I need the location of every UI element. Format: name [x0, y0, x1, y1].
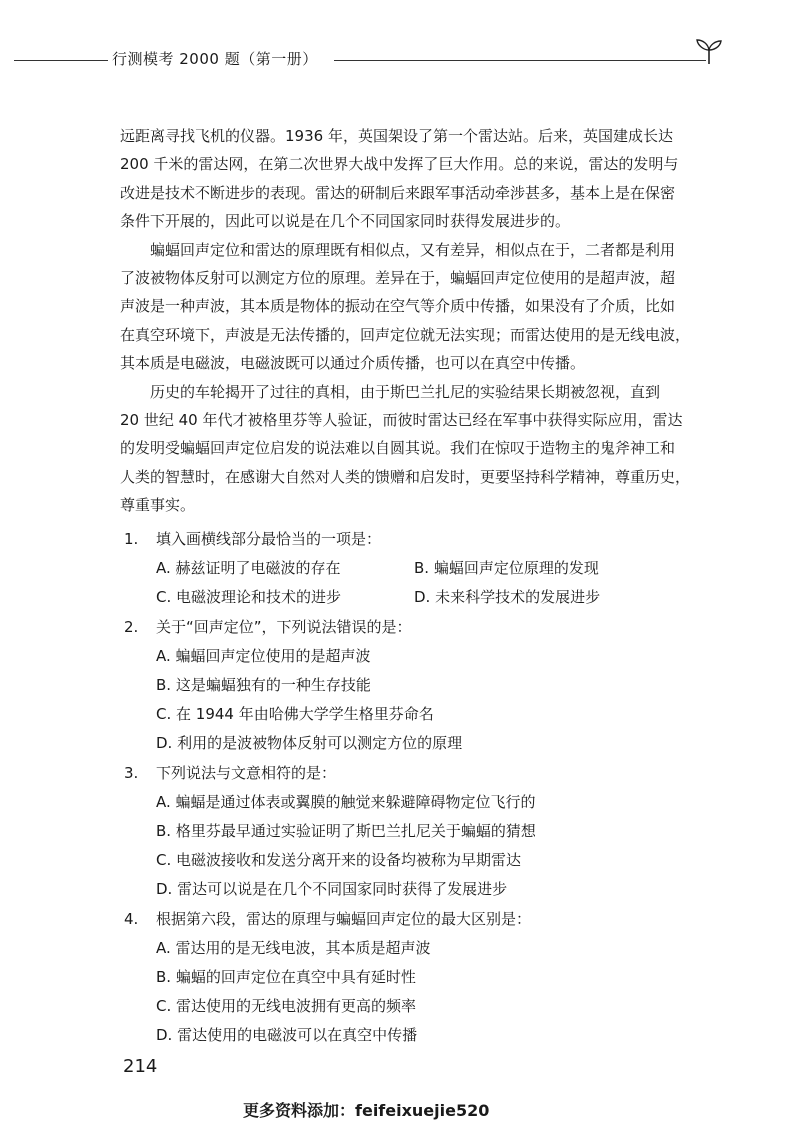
paragraph: 远距离寻找飞机的仪器。1936 年，英国架设了第一个雷达站。后来，英国建成长达 200 千米的雷达网，在第二次世界大战中发挥了巨大作用。总的来说，雷达的发明与 改进是技术不断进步的表现。雷达的研制后来跟军事活动牵涉甚多，基本上是在保密 条件下开展的，因此可以说是在几个不同国家同时获得发展进步的。 — [120, 127, 679, 231]
option: A. 蝙蝠回声定位使用的是超声波 — [156, 646, 371, 665]
running-header — [14, 44, 720, 76]
sprout-icon — [694, 36, 724, 66]
question — [124, 759, 724, 905]
header-rule-left — [14, 60, 108, 61]
option: B. 这是蝙蝠独有的一种生存技能 — [156, 676, 371, 695]
question — [124, 905, 724, 1051]
option: D. 利用的是波被物体反射可以测定方位的原理 — [156, 734, 463, 753]
page-number: 214 — [123, 1056, 158, 1077]
option: B. 蝙蝠回声定位原理的发现 — [414, 559, 599, 578]
question-stem: 1. 填入画横线部分最恰当的一项是： — [124, 525, 724, 554]
paragraph: 历史的车轮揭开了过往的真相，由于斯巴兰扎尼的实验结果长期被忽视，直到 20 世纪 40 年代才被格里芬等人验证，而彼时雷达已经在军事中获得实际应用，雷达 的发明受蝙蝠回声定位启发的说法难以自圆其说。我们在惊叹于造物主的鬼斧神工和 人类的智慧时，在感谢大自然对人类的馈赠和启发时，更要坚持科学精神，尊重历史， 尊重事实。 — [120, 382, 691, 515]
question-number: 1. — [124, 530, 139, 548]
option: D. 雷达使用的电磁波可以在真空中传播 — [156, 1026, 418, 1045]
option: A. 赫兹证明了电磁波的存在 — [156, 559, 341, 578]
passage — [120, 122, 722, 520]
option: C. 在 1944 年由哈佛大学学生格里芬命名 — [156, 705, 434, 724]
option: B. 蝙蝠的回声定位在真空中具有延时性 — [156, 968, 416, 987]
question-number: 2. — [124, 617, 139, 636]
question-stem: 3. 下列说法与文意相符的是： — [124, 759, 724, 788]
question-number: 4. — [124, 909, 139, 928]
option: A. 蝙蝠是通过体表或翼膜的触觉来躲避障碍物定位飞行的 — [156, 792, 536, 811]
question-list — [124, 525, 724, 1051]
option: C. 电磁波理论和技术的进步 — [156, 588, 342, 607]
question — [124, 613, 724, 759]
book-title: 行测模考 2000 题（第一册） — [112, 50, 318, 68]
option: A. 雷达用的是无线电波，其本质是超声波 — [156, 938, 431, 957]
option: D. 雷达可以说是在几个不同国家同时获得了发展进步 — [156, 880, 508, 899]
question-stem: 2. 关于“回声定位”，下列说法错误的是： — [124, 613, 724, 642]
option: B. 格里芬最早通过实验证明了斯巴兰扎尼关于蝙蝠的猜想 — [156, 822, 536, 841]
paragraph: 蝙蝠回声定位和雷达的原理既有相似点，又有差异，相似点在于，二者都是利用 了波被物体反射可以测定方位的原理。差异在于，蝙蝠回声定位使用的是超声波，超 声波是一种声波，其本质是物体的振动在空气等介质中传播，如果没有了介质，比如 在真空环境下，声波是无法传播的，回声定位就无法实现；而雷达使用的是无线电波， 其本质是电磁波，电磁波既可以通过介质传播，也可以在真空中传播。 — [120, 240, 691, 373]
header-rule-right — [334, 60, 706, 61]
question — [124, 525, 724, 613]
option: C. 雷达使用的无线电波拥有更高的频率 — [156, 997, 417, 1016]
option: D. 未来科学技术的发展进步 — [414, 588, 601, 607]
question-number: 3. — [124, 763, 139, 782]
question-stem: 4. 根据第六段，雷达的原理与蝙蝠回声定位的最大区别是： — [124, 905, 724, 934]
footer-note: 更多资料添加：feifeixuejie520 — [243, 1101, 490, 1120]
option: C. 电磁波接收和发送分离开来的设备均被称为早期雷达 — [156, 851, 522, 870]
